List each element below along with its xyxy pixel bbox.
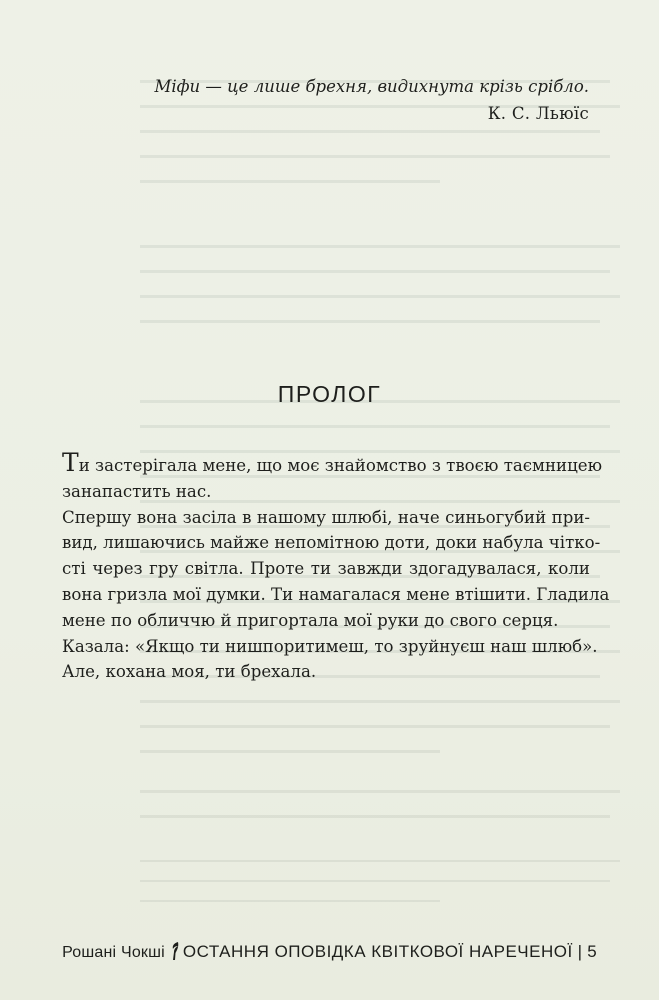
chapter-title: ПРОЛОГ bbox=[277, 381, 382, 408]
body-text bbox=[62, 448, 610, 685]
paragraph-1 bbox=[62, 448, 603, 505]
epigraph-author: К. С. Льюїс bbox=[487, 104, 589, 123]
text-line: мене по обличчю й пригортала мої руки до свого серця. bbox=[62, 610, 559, 630]
footer-book-title: ОСТАННЯ ОПОВІДКА КВІТКОВОЇ НАРЕЧЕНОЇ bbox=[182, 942, 573, 961]
text-line: вид, лишаючись майже непомітною доти, доки набула чітко- bbox=[62, 533, 601, 553]
text-line: Ти застерігала мене, що моє знайомство з твоєю таємницею bbox=[62, 448, 603, 477]
text-line: занапастить нас. bbox=[62, 481, 212, 501]
footer-author: Рошані Чокші bbox=[62, 944, 165, 961]
text-line: вона гризла мої думки. Ти намагалася мене втішити. Гладила bbox=[62, 584, 610, 604]
text-line: Спершу вона засіла в нашому шлюбі, наче синьогубий при- bbox=[62, 507, 590, 527]
paragraph-3 bbox=[62, 634, 598, 660]
page-number: 5 bbox=[587, 942, 597, 961]
text-line: Але, кохана моя, ти брехала. bbox=[62, 662, 317, 682]
text-line: сті через гру світла. Проте ти завжди здогадувалася, коли bbox=[62, 559, 590, 579]
drop-cap: Т bbox=[62, 448, 79, 477]
epigraph-quote: Міфи — це лише брехня, видихнута крізь срібло. bbox=[154, 77, 589, 96]
text-line: Казала: «Якщо ти нишпоритимеш, то зруйнуєш наш шлюб». bbox=[62, 636, 598, 656]
paragraph-4 bbox=[62, 659, 590, 685]
footer-separator: | bbox=[577, 942, 583, 961]
running-footer bbox=[0, 941, 659, 962]
epigraph bbox=[154, 74, 589, 126]
leaf-ornament-icon bbox=[169, 941, 181, 961]
paragraph-2 bbox=[62, 505, 610, 634]
